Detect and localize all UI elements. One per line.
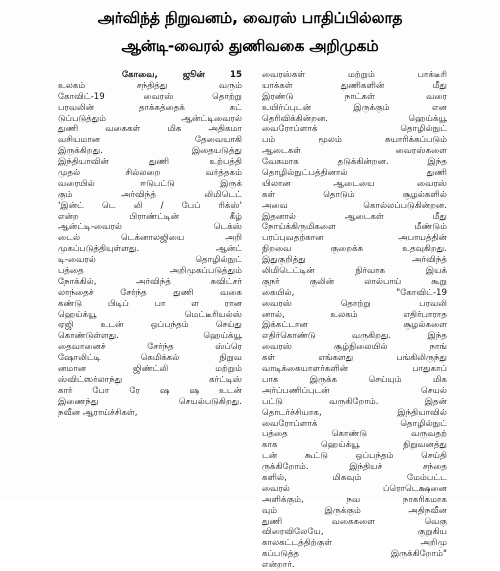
article-line: களில், மிகவும் மேம்பட்ட	[262, 472, 447, 483]
article-line: நோய்க்கிருமிகளை மீண்டும்	[262, 222, 447, 233]
article-line: வேகமாக தடுக்கின்றன. இந்த	[262, 157, 447, 168]
article-line: ஏஜி உடன் ஒப்பந்தம் செய்து	[58, 320, 242, 331]
article-line: வைரல் ப்ரொடெக்ஷனை	[262, 483, 447, 494]
article-line: லாந்தைச் சேர்ந்த துணி வகை	[58, 287, 242, 298]
article-line: துணி வகைகளை வெகு	[262, 516, 447, 527]
article-line: நவீன ஆராய்ச்சிகள்,	[58, 407, 138, 418]
article-column-right	[262, 70, 447, 571]
article-line: வைரோப்ளாக் தொழில்நுட்	[262, 418, 447, 429]
article-line: பத்தை அறிமுகப்படுத்தும்	[58, 266, 242, 277]
article-line: இருக்கிறது. இதையடுத்து	[58, 146, 242, 157]
article-line: தொழில்நுட்பத்தினால் துணி	[262, 168, 447, 179]
article-line: இதுகுறித்து அர்விந்த்	[262, 255, 447, 266]
article-line: கப்படுத்த இருக்கிறோம்"	[262, 549, 447, 560]
article-line: வைரஸ் தொற்று பரவலி	[262, 298, 447, 309]
article-line: டுப்படுத்தும் ஆன்ட்டிவைரல்	[58, 113, 242, 124]
article-line: கொண்டுள்ளது. ஹெய்க்யூ	[58, 331, 242, 342]
article-line: ஹெய்க்யூ மெட்டீரியல்ஸ்	[58, 309, 242, 320]
article-line: எதிர்கொண்டு வருகிறது. இந்த	[262, 331, 447, 342]
article-line: தொடர்ச்சியாக, இந்தியாவில்	[262, 407, 447, 418]
article-line: பத்தை கொண்டு வருவதற்	[262, 429, 447, 440]
article-line: வும் இருக்கும் அதிநவீன	[262, 505, 447, 516]
article-line: யாக்கள் துணிகளின் மீது	[262, 80, 447, 91]
article-line: அளிக்கும், நவ நாகரிகமாக	[262, 494, 447, 505]
article-line: துணி வகைகள் மிக அதிகமா	[58, 124, 242, 135]
article-line: ஸ்விட்ஸர்லாந்து கர்ட்டிஸ்	[58, 374, 242, 385]
article-line: நோக்கில், அர்விந்த் சுவிட்சர்	[58, 276, 242, 287]
article-line: வசியமான தேவையாகி	[58, 135, 242, 146]
article-line: என்ற பிராண்ட்டின் கீழ்	[58, 211, 242, 222]
article-line: டன் கூட்டு ஒப்பந்தம் செய்தி	[262, 451, 447, 462]
article-line: பரப்புவதற்கான அபாயத்தின்	[262, 233, 447, 244]
article-line: உலகம் சந்தித்து வரும்	[58, 80, 242, 91]
article-line: காக ஹெய்க்யூ நிறுவனத்து	[262, 440, 447, 451]
article-line: கார் போ ரே ஷ ஷ உடன்	[58, 385, 242, 396]
article-line: டைல் டெக்னாலஜியை அறி	[58, 233, 242, 244]
article-line: தெரிவிக்கின்றன. ஹெய்க்யூ	[262, 113, 447, 124]
article-line: கள் தொடும் சூழல்களில்	[262, 189, 447, 200]
headline-line-2: ஆன்டி-வைரல் துணிவகை அறிமுகம்	[121, 37, 379, 55]
article-line: ஆன்ட்டி-வைரல் டெக்ஸ்	[58, 222, 242, 233]
article-line: வைரஸ்கள் மற்றும் பாக்டீரி	[262, 70, 447, 80]
article-line: தைவானைச் சேர்ந்த ஸ்ப்ரெ	[58, 342, 242, 353]
article-line: விரைவிலேயே, குறுகிய	[262, 527, 447, 538]
article-line: முகப்படுத்தியுள்ளது. ஆன்ட்	[58, 244, 242, 255]
article-line: இரண்டு நாட்கள் வரை	[262, 91, 447, 102]
article-line: ஷோலிட்டி கெமிக்கல் நிறுவ	[58, 353, 242, 364]
article-line: காலகட்டத்திற்குள் அறிமு	[262, 538, 447, 549]
article-line: ருக்கிறோம். இந்தியச் சந்தை	[262, 462, 447, 473]
article-line: பாக இருக்க செய்யும் மிக	[262, 374, 447, 385]
article-line: ஆடைகள் வைரஸ்களை	[262, 146, 447, 157]
article-line: யிலான ஆடையை வைரஸ்	[262, 178, 447, 189]
article-line: வரையில் ஈடுபட்டு இருக்	[58, 178, 242, 189]
dateline: கோவை, ஜூன் 15	[122, 70, 242, 80]
article-line: வைரஸ் சூழ்நிலையில் நாங்	[262, 342, 447, 353]
headline-line-1: அர்விந்த் நிறுவனம், வைரஸ் பாதிப்பில்லாத	[97, 9, 403, 27]
article-line: டி-வைரல் தொழில்நுட்	[58, 255, 242, 266]
article-line: அவை கொல்லப்படுகின்றன.	[262, 200, 447, 211]
article-line: கண்டு பிடிப் பா ள ரான	[58, 298, 242, 309]
article-line: இதனால் ஆடைகள் மீது	[262, 211, 447, 222]
article-line: நிறவை குறைக்க உதவுகிறது.	[262, 244, 447, 255]
article-line: பம் மூலம் சுயாரிக்கப்படும்	[262, 135, 447, 146]
article-line: முதல் சில்லறை வர்த்தகம்	[58, 168, 242, 179]
article-line: உயிர்ப்புடன் இருக்கும் என	[262, 102, 447, 113]
article-line: அர்ப்பணிப்புடன் செயல்	[262, 385, 447, 396]
article-line: பரவலின் தாக்கத்தைக் கட்	[58, 102, 242, 113]
article-line: குநர் குலின் லால்பாய் கூறு	[262, 276, 447, 287]
article-line: கும் அர்விந்த் லிமிடெட்	[58, 189, 242, 200]
article-line: னமான ஜிண்ட்லி மற்றும்	[58, 364, 242, 375]
article-line: பட்டு வருகிறோம். இதன்	[262, 396, 447, 407]
article-line: என்றார்.	[262, 560, 295, 571]
article-line: லிமிடெட்டின் நிர்வாக இயக்	[262, 266, 447, 277]
article-line: இந்தியாவின் துணி உற்பத்தி	[58, 157, 242, 168]
article-line: கோவிட்-19 வைரஸ் தொற்று	[58, 91, 242, 102]
article-line: இக்கட்டான சூழல்களை	[262, 320, 447, 331]
article-line: இணைந்து செயல்படுகிறது.	[58, 396, 242, 407]
article-line: வாடிக்கையாளர்களின் பாதுகாப்	[262, 364, 447, 375]
article-line: னால், உலகம் எதிர்பாராத	[262, 309, 447, 320]
article-column-left	[58, 70, 242, 419]
article-line: வைரோப்ளாக் தொழில்நுட்	[262, 124, 447, 135]
article-line: கையில், "கோவிட்-19	[262, 287, 447, 298]
article-line: கள் எங்களது பங்கிலிருந்து	[262, 353, 447, 364]
article-line: 'இன்ட் டெ லி / பேப் ரிக்ஸ்'	[58, 200, 242, 211]
